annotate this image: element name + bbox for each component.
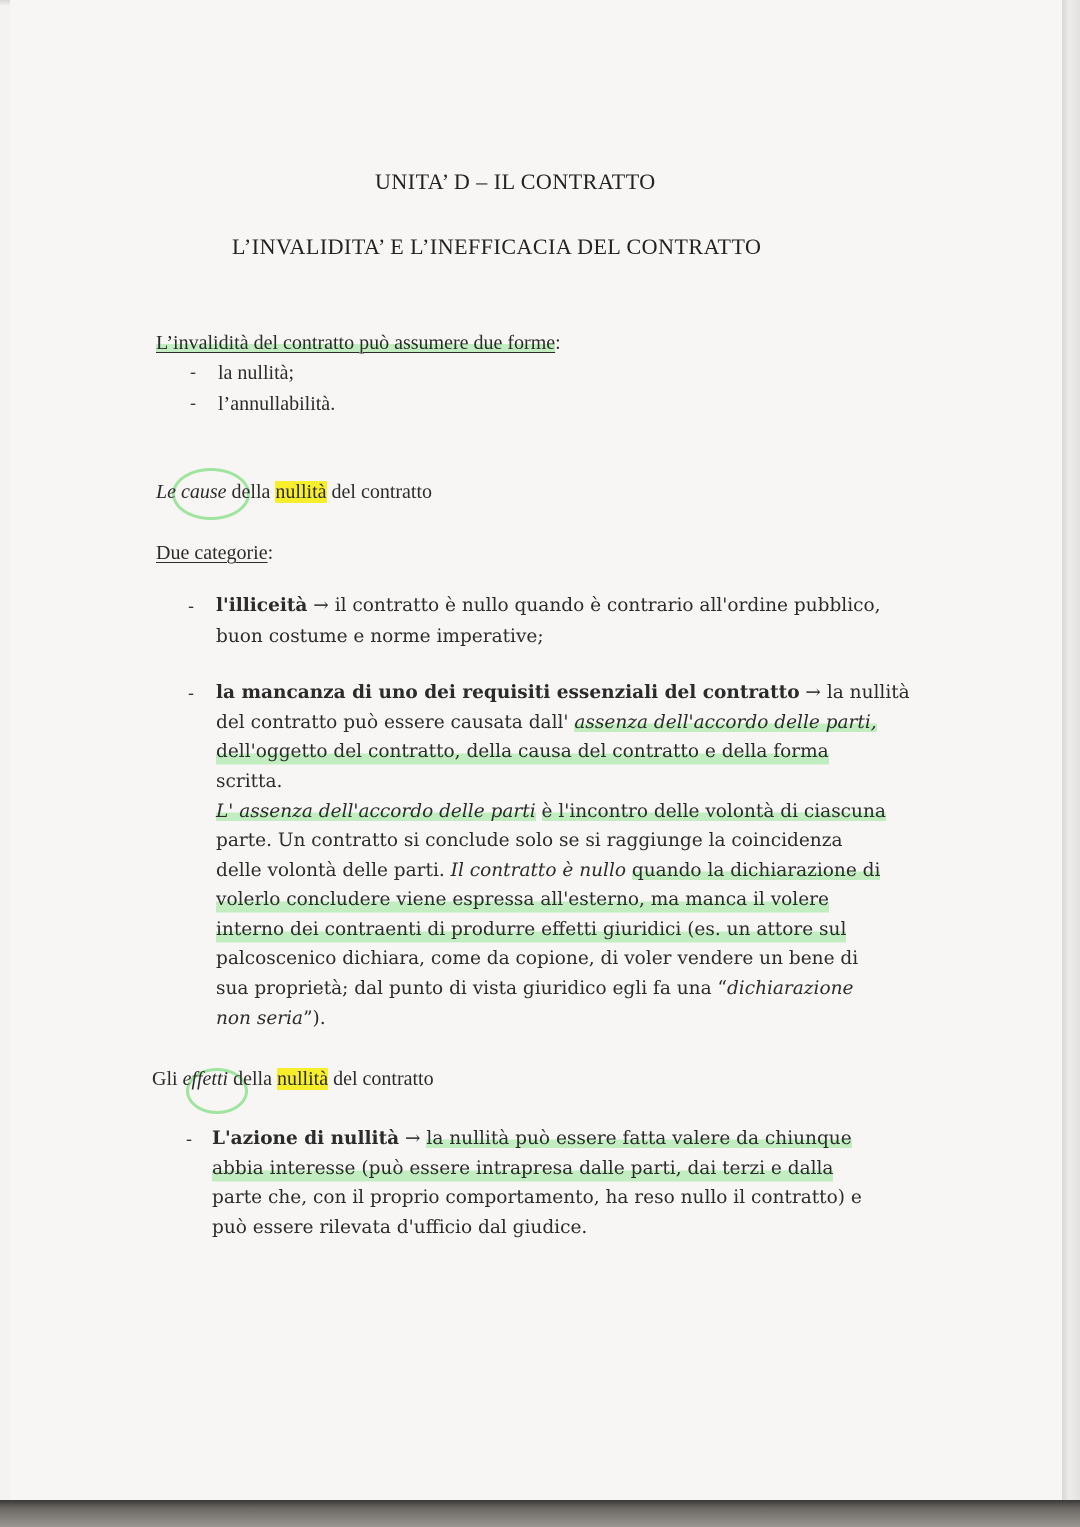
intro-lead-colon: : bbox=[555, 332, 561, 354]
azione-line-4: può essere rilevata d'ufficio dal giudice. bbox=[212, 1217, 588, 1238]
accordo-l3c: quando la dichiarazione di bbox=[631, 860, 881, 881]
accordo-line-6: palcoscenico dichiara, come da copione, di voler vendere un bene di bbox=[216, 948, 859, 969]
categories-label bbox=[156, 539, 273, 567]
bullet-dash: - bbox=[190, 393, 197, 414]
unit-title: UNITA’ D – IL CONTRATTO bbox=[375, 169, 656, 194]
requisiti-l2a: del contratto può essere causata dall' bbox=[216, 712, 569, 733]
effects-heading bbox=[152, 1065, 434, 1093]
arrow-icon: → bbox=[805, 682, 821, 703]
accordo-line-5: interno dei contraenti di produrre effetti giuridici (es. un attore sul bbox=[216, 916, 846, 944]
form-item-nullita: la nullità; bbox=[218, 362, 295, 384]
illiceita-line-2: buon costume e norme imperative; bbox=[216, 626, 544, 647]
azione-line-1 bbox=[212, 1125, 852, 1153]
requisiti-term: la mancanza di uno dei requisiti essenziali del contratto bbox=[216, 682, 800, 703]
arrow-icon: → bbox=[313, 595, 329, 616]
effects-heading-post: del contratto bbox=[333, 1068, 434, 1090]
requisiti-line-4: scritta. bbox=[216, 771, 283, 792]
causes-heading-pre: Le bbox=[156, 481, 176, 503]
accordo-l3b: Il contratto è nullo bbox=[450, 860, 626, 881]
section-title: L’INVALIDITA’ E L’INEFFICACIA DEL CONTRATTO bbox=[232, 234, 762, 259]
accordo-l8b: ”). bbox=[303, 1008, 326, 1029]
effects-heading-mid: della bbox=[233, 1068, 272, 1090]
accordo-l3a: delle volontà delle parti. bbox=[216, 860, 445, 881]
bullet-dash: - bbox=[190, 362, 197, 383]
accordo-line-2: parte. Un contratto si conclude solo se si raggiunge la coincidenza bbox=[216, 830, 843, 851]
arrow-icon: → bbox=[405, 1128, 421, 1149]
effects-heading-nullita: nullità bbox=[276, 1068, 329, 1090]
categories-label-colon: : bbox=[267, 542, 274, 564]
accordo-l1b: è l'incontro delle volontà di ciascuna bbox=[541, 801, 886, 822]
bullet-dash: - bbox=[188, 596, 195, 617]
accordo-l7b: dichiarazione bbox=[726, 978, 854, 999]
causes-heading-post: del contratto bbox=[331, 481, 433, 503]
requisiti-l2b: assenza dell'accordo delle parti, bbox=[574, 712, 877, 733]
accordo-l8a: non seria bbox=[216, 1008, 304, 1029]
accordo-line-8 bbox=[216, 1005, 326, 1033]
azione-text-1: la nullità può essere fatta valere da chiunque bbox=[426, 1128, 852, 1149]
causes-heading bbox=[156, 478, 432, 506]
accordo-line-7 bbox=[216, 975, 853, 1003]
azione-line-2: abbia interesse (può essere intrapresa dalle parti, dai terzi e dalla bbox=[212, 1155, 833, 1183]
causes-heading-mid: della bbox=[231, 481, 271, 503]
causes-heading-cause: cause bbox=[181, 481, 227, 503]
desk-edge-bottom bbox=[0, 1500, 1080, 1527]
requisiti-line-2 bbox=[216, 709, 877, 737]
effects-heading-pre: Gli bbox=[152, 1068, 178, 1090]
accordo-line-1 bbox=[216, 798, 886, 826]
accordo-line-3 bbox=[216, 857, 880, 885]
illiceita-line-1 bbox=[216, 592, 881, 620]
bullet-dash: - bbox=[188, 683, 195, 704]
paper-stack-edge bbox=[1062, 0, 1080, 1527]
requisiti-line-3: dell'oggetto del contratto, della causa del contratto e della forma bbox=[216, 738, 829, 766]
azione-line-3: parte che, con il proprio comportamento, ha reso nullo il contratto) e bbox=[212, 1187, 862, 1208]
accordo-l7a: sua proprietà; dal punto di vista giuridico egli fa una “ bbox=[216, 978, 727, 999]
illiceita-text-1: il contratto è nullo quando è contrario all'ordine pubblico, bbox=[334, 595, 881, 616]
azione-term: L'azione di nullità bbox=[212, 1128, 400, 1149]
requisiti-line-1 bbox=[216, 679, 910, 707]
bullet-dash: - bbox=[186, 1129, 193, 1150]
illiceita-term: l'illiceità bbox=[216, 595, 308, 616]
requisiti-tail: la nullità bbox=[826, 682, 910, 703]
causes-heading-nullita: nullità bbox=[275, 481, 327, 503]
categories-label-text: Due categorie bbox=[156, 542, 268, 564]
intro-lead-text: L’invalidità del contratto può assumere due forme bbox=[156, 332, 556, 354]
form-item-annullabilita: l’annullabilità. bbox=[218, 393, 336, 415]
accordo-l1a: L' assenza dell'accordo delle parti bbox=[216, 801, 536, 822]
intro-lead bbox=[156, 329, 561, 357]
accordo-line-4: volerlo concludere viene espressa all'esterno, ma manca il volere bbox=[216, 886, 829, 914]
effects-heading-effetti: effetti bbox=[182, 1068, 229, 1090]
